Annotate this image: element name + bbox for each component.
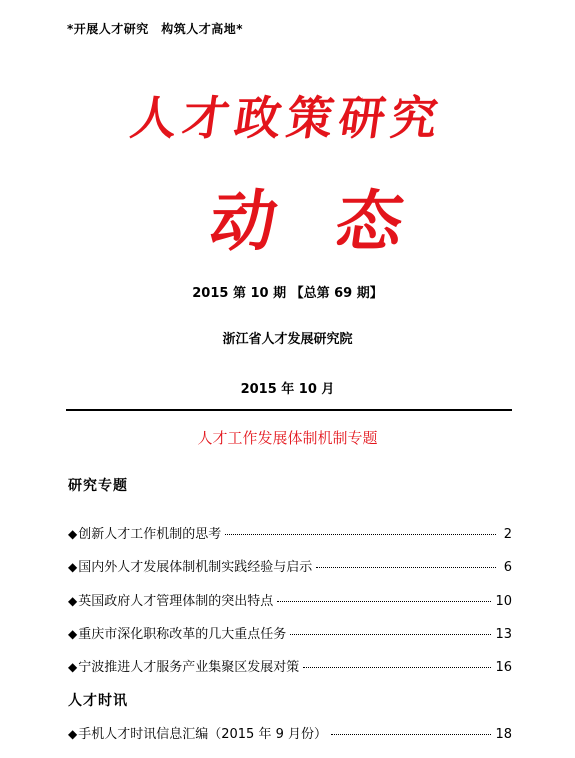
diamond-bullet-icon: ◆ bbox=[68, 727, 78, 741]
dot-leader bbox=[331, 734, 491, 735]
toc-item-page: 18 bbox=[495, 727, 512, 742]
masthead-title: 人才政策研究 bbox=[127, 91, 447, 145]
toc-item-page: 13 bbox=[495, 627, 512, 642]
toc-item[interactable] bbox=[68, 523, 512, 541]
toc-item-title: 宁波推进人才服务产业集聚区发展对策 bbox=[78, 660, 300, 675]
header-divider bbox=[66, 409, 512, 411]
toc-item-page: 16 bbox=[495, 660, 512, 675]
toc-item[interactable] bbox=[68, 723, 512, 741]
diamond-bullet-icon: ◆ bbox=[68, 594, 78, 608]
issue-theme: 人才工作发展体制机制专题 bbox=[197, 429, 378, 447]
dot-leader bbox=[277, 601, 491, 602]
toc-item-title: 重庆市深化职称改革的几大重点任务 bbox=[78, 627, 287, 642]
toc-item[interactable] bbox=[68, 623, 512, 641]
toc-item-title: 英国政府人才管理体制的突出特点 bbox=[78, 594, 274, 609]
diamond-bullet-icon: ◆ bbox=[68, 527, 78, 541]
toc-item-page: 10 bbox=[495, 594, 512, 609]
toc-item[interactable] bbox=[68, 556, 512, 574]
masthead-subtitle: 动态 bbox=[205, 182, 469, 260]
publisher-institute: 浙江省人才发展研究院 bbox=[222, 332, 353, 347]
toc-item-page: 2 bbox=[503, 527, 512, 542]
dot-leader bbox=[303, 667, 491, 668]
header-slogan: *开展人才研究 构筑人才高地* bbox=[67, 22, 244, 36]
diamond-bullet-icon: ◆ bbox=[68, 660, 78, 674]
dot-leader bbox=[225, 534, 496, 535]
dot-leader bbox=[290, 634, 491, 635]
diamond-bullet-icon: ◆ bbox=[68, 627, 78, 641]
publication-date: 2015 年 10 月 bbox=[240, 382, 335, 397]
toc-item[interactable] bbox=[68, 590, 512, 608]
toc-item-title: 手机人才时讯信息汇编（2015 年 9 月份） bbox=[78, 727, 327, 742]
toc-item-page: 6 bbox=[503, 560, 512, 575]
diamond-bullet-icon: ◆ bbox=[68, 560, 78, 574]
dot-leader bbox=[316, 567, 496, 568]
section-heading-research: 研究专题 bbox=[68, 478, 128, 494]
toc-item-title: 国内外人才发展体制机制实践经验与启示 bbox=[78, 560, 313, 575]
toc-item[interactable] bbox=[68, 656, 512, 674]
toc-item-title: 创新人才工作机制的思考 bbox=[78, 527, 222, 542]
section-heading-news: 人才时讯 bbox=[68, 693, 128, 709]
issue-number: 2015 第 10 期 【总第 69 期】 bbox=[192, 286, 383, 301]
